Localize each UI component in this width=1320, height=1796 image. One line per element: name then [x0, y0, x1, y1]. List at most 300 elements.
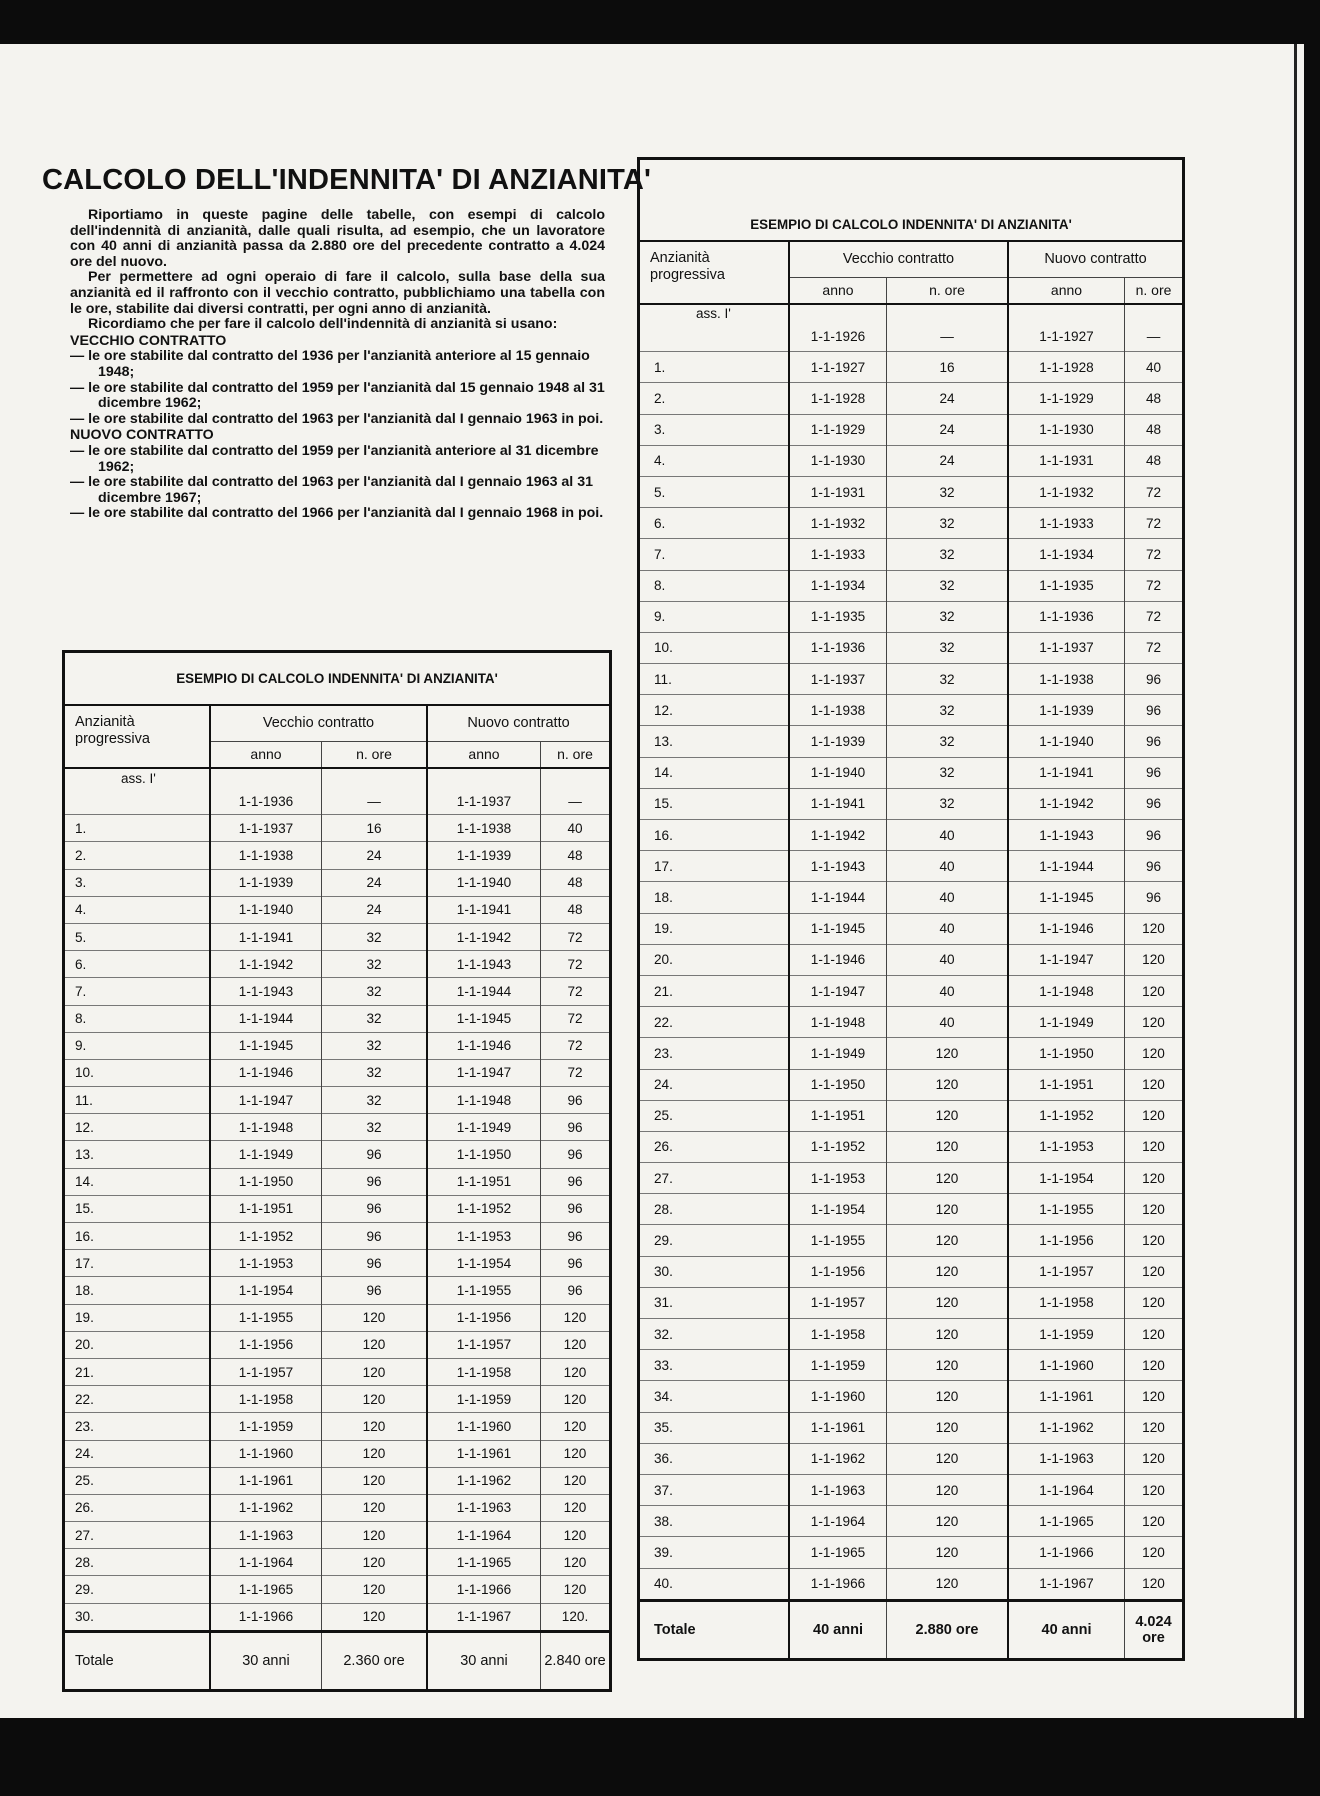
cell-new-hours: 120	[541, 1358, 611, 1385]
cell-old-year: 1-1-1957	[210, 1358, 322, 1385]
header-new-contract: Nuovo contratto	[467, 715, 570, 732]
total-new-hours: 4.024 ore	[1125, 1600, 1184, 1659]
cell-old-year: 1-1-1966	[210, 1603, 322, 1631]
cell-old-hours: 120	[887, 1381, 1009, 1412]
cell-old-year: 1-1-1964	[789, 1506, 887, 1537]
cell-anzianita: 11.	[64, 1087, 211, 1114]
cell-old-hours: 120	[887, 1163, 1009, 1194]
scan-border-right	[1304, 44, 1320, 1718]
cell-new-hours: 120	[541, 1494, 611, 1521]
cell-anzianita: 22.	[64, 1386, 211, 1413]
cell-new-hours: 72	[541, 923, 611, 950]
cell-anzianita: 27.	[64, 1522, 211, 1549]
cell-new-hours: 120	[541, 1331, 611, 1358]
cell-old-hours: 32	[887, 664, 1009, 695]
cell-new-year: 1-1-1935	[1008, 570, 1125, 601]
cell-new-hours: 72	[541, 951, 611, 978]
cell-old-hours: 32	[887, 788, 1009, 819]
table-row	[64, 1087, 611, 1114]
cell-new-hours: 120	[541, 1576, 611, 1603]
cell-old-year: 1-1-1949	[210, 1141, 322, 1168]
cell-old-year: 1-1-1951	[210, 1195, 322, 1222]
cell-anzianita: 19.	[64, 1304, 211, 1331]
cell-old-hours: 96	[322, 1223, 428, 1250]
cell-new-hours: 72	[1125, 570, 1184, 601]
cell-anzianita: 12.	[64, 1114, 211, 1141]
cell-anzianita: 23.	[64, 1413, 211, 1440]
cell-anzianita: 11.	[639, 664, 790, 695]
table-row-total	[64, 1631, 611, 1690]
cell-new-hours: 48	[1125, 383, 1184, 414]
cell-new-year: 1-1-1962	[1008, 1412, 1125, 1443]
table-row	[639, 1319, 1184, 1350]
cell-new-hours: 48	[541, 842, 611, 869]
cell-new-year: 1-1-1952	[427, 1195, 541, 1222]
cell-old-year: 1-1-1949	[789, 1038, 887, 1069]
cell-anzianita: 25.	[64, 1467, 211, 1494]
cell-old-hours: 120	[322, 1304, 428, 1331]
cell-old-year: 1-1-1957	[789, 1287, 887, 1318]
header-new-year: anno	[427, 741, 541, 768]
cell-anzianita: 8.	[639, 570, 790, 601]
cell-old-hours: 120	[887, 1319, 1009, 1350]
table-row	[639, 1256, 1184, 1287]
cell-new-hours: 96	[1125, 757, 1184, 788]
cell-old-year: 1-1-1935	[789, 601, 887, 632]
cell-old-year: 1-1-1945	[789, 913, 887, 944]
cell-new-year: 1-1-1941	[427, 896, 541, 923]
cell-new-year: 1-1-1959	[427, 1386, 541, 1413]
cell-new-hours: 72	[541, 1005, 611, 1032]
cell-new-hours: 96	[1125, 851, 1184, 882]
table-row	[639, 726, 1184, 757]
cell-new-year: 1-1-1952	[1008, 1100, 1125, 1131]
table-row	[639, 1069, 1184, 1100]
total-old-years: 30 anni	[210, 1631, 322, 1690]
table-row	[639, 414, 1184, 445]
cell-new-hours: 120	[1125, 944, 1184, 975]
cell-anzianita: 21.	[639, 975, 790, 1006]
cell-new-hours: 120	[1125, 1412, 1184, 1443]
intro-text	[70, 208, 605, 522]
cell-new-hours: 48	[1125, 445, 1184, 476]
cell-new-hours: 120	[1125, 1256, 1184, 1287]
cell-new-hours: 120	[1125, 1194, 1184, 1225]
cell-new-year: 1-1-1939	[427, 842, 541, 869]
cell-old-hours: 120	[887, 1131, 1009, 1162]
header-anzianita	[64, 705, 211, 768]
table-row-start	[639, 321, 1184, 352]
cell-old-hours: —	[322, 788, 428, 815]
cell-old-year: 1-1-1955	[210, 1304, 322, 1331]
cell-new-year: 1-1-1966	[1008, 1537, 1125, 1568]
cell-new-hours: 72	[1125, 632, 1184, 663]
cell-anzianita: 14.	[639, 757, 790, 788]
cell-old-year: 1-1-1952	[210, 1223, 322, 1250]
cell-old-hours: 24	[322, 842, 428, 869]
cell-anzianita: 13.	[639, 726, 790, 757]
total-new-years: 30 anni	[427, 1631, 541, 1690]
table-row	[64, 1358, 611, 1385]
cell-new-year: 1-1-1938	[427, 815, 541, 842]
cell-old-hours: 32	[322, 1005, 428, 1032]
cell-old-hours: 96	[322, 1250, 428, 1277]
cell-old-hours: 120	[322, 1386, 428, 1413]
cell-anzianita: 30.	[64, 1603, 211, 1631]
table-row	[639, 508, 1184, 539]
scan-border-top	[0, 0, 1320, 44]
cell-old-hours: 32	[322, 951, 428, 978]
cell-old-hours: 120	[887, 1194, 1009, 1225]
cell-old-hours: 40	[887, 851, 1009, 882]
cell-new-hours: 96	[1125, 664, 1184, 695]
cell-old-hours: 32	[887, 476, 1009, 507]
cell-new-year: 1-1-1954	[427, 1250, 541, 1277]
cell-new-year: 1-1-1932	[1008, 476, 1125, 507]
cell-old-year: 1-1-1936	[789, 632, 887, 663]
cell-anzianita: 7.	[639, 539, 790, 570]
cell-anzianita: 2.	[639, 383, 790, 414]
intro-paragraph: Riportiamo in queste pagine delle tabelle, con esempi di calcolo dell'indennità di anzianità, dalle quali risulta, ad esempio, che un lavoratore con 40 anni di anzianità passa da 2.880 ore del precedente contratto a 4.024 ore del nuovo.	[70, 207, 605, 270]
cell-anzianita: 17.	[64, 1250, 211, 1277]
table-row	[639, 632, 1184, 663]
cell-old-hours: 24	[322, 869, 428, 896]
cell-new-hours: 40	[541, 815, 611, 842]
cell-anzianita: 16.	[639, 820, 790, 851]
cell-old-year: 1-1-1938	[789, 695, 887, 726]
page-title: CALCOLO DELL'INDENNITA' DI ANZIANITA'	[42, 164, 652, 196]
cell-old-year: 1-1-1937	[210, 815, 322, 842]
cell-anzianita: 9.	[639, 601, 790, 632]
cell-old-year: 1-1-1956	[789, 1256, 887, 1287]
cell-old-hours: 40	[887, 913, 1009, 944]
cell-anzianita: 23.	[639, 1038, 790, 1069]
cell-new-year: 1-1-1945	[427, 1005, 541, 1032]
cell-new-year: 1-1-1946	[1008, 913, 1125, 944]
cell-old-hours: 120	[322, 1522, 428, 1549]
cell-new-year: 1-1-1956	[427, 1304, 541, 1331]
table-row	[639, 1131, 1184, 1162]
cell-new-year: 1-1-1943	[1008, 820, 1125, 851]
table-body	[64, 815, 611, 1632]
cell-new-hours: 120	[1125, 975, 1184, 1006]
cell-old-year: 1-1-1928	[789, 383, 887, 414]
table-row	[64, 1304, 611, 1331]
cell-anzianita: 34.	[639, 1381, 790, 1412]
cell-old-year: 1-1-1963	[789, 1474, 887, 1505]
cell-new-year: 1-1-1940	[1008, 726, 1125, 757]
cell-new-hours: 96	[541, 1223, 611, 1250]
cell-new-hours: 72	[1125, 601, 1184, 632]
cell-new-hours: 96	[1125, 695, 1184, 726]
cell-old-year: 1-1-1958	[789, 1319, 887, 1350]
cell-new-hours: 48	[541, 869, 611, 896]
cell-old-hours: 32	[322, 1059, 428, 1086]
cell-old-year: 1-1-1930	[789, 445, 887, 476]
cell-new-hours: 72	[1125, 508, 1184, 539]
cell-old-hours: 32	[887, 726, 1009, 757]
cell-old-hours: 96	[322, 1277, 428, 1304]
cell-anzianita: 38.	[639, 1506, 790, 1537]
cell-anzianita: 4.	[639, 445, 790, 476]
cell-new-year: 1-1-1964	[1008, 1474, 1125, 1505]
cell-new-year: 1-1-1948	[427, 1087, 541, 1114]
table-row	[64, 1223, 611, 1250]
table-row	[64, 869, 611, 896]
cell-old-hours: 120	[322, 1494, 428, 1521]
cell-old-year: 1-1-1960	[789, 1381, 887, 1412]
cell-new-year: 1-1-1961	[1008, 1381, 1125, 1412]
page-edge-line	[1294, 44, 1297, 1718]
cell-old-year: 1-1-1938	[210, 842, 322, 869]
header-new-year: anno	[1008, 277, 1125, 304]
cell-old-hours: 120	[887, 1537, 1009, 1568]
cell-anzianita: 30.	[639, 1256, 790, 1287]
cell-new-hours: 72	[1125, 539, 1184, 570]
cell-anzianita: 20.	[64, 1331, 211, 1358]
cell-old-hours: 120	[887, 1287, 1009, 1318]
cell-new-hours: 72	[1125, 476, 1184, 507]
cell-new-hours: 96	[541, 1141, 611, 1168]
cell-old-year: 1-1-1942	[210, 951, 322, 978]
header-anzianita-line1: Anzianità	[650, 250, 710, 266]
cell-anzianita: 18.	[64, 1277, 211, 1304]
cell-old-year: 1-1-1962	[210, 1494, 322, 1521]
table-row	[639, 820, 1184, 851]
cell-old-year: 1-1-1944	[789, 882, 887, 913]
table-row	[64, 923, 611, 950]
cell-anzianita: 3.	[64, 869, 211, 896]
table-row	[64, 1576, 611, 1603]
cell-anzianita: 21.	[64, 1358, 211, 1385]
cell-new-year: 1-1-1967	[427, 1603, 541, 1631]
cell-new-hours: 120	[1125, 1007, 1184, 1038]
cell-new-hours: 120	[541, 1440, 611, 1467]
cell-new-year: 1-1-1955	[427, 1277, 541, 1304]
table-row	[639, 1537, 1184, 1568]
old-contract-heading: VECCHIO CONTRATTO	[70, 332, 227, 349]
table-caption: ESEMPIO DI CALCOLO INDENNITA' DI ANZIANITA'	[64, 652, 611, 706]
cell-new-year: 1-1-1938	[1008, 664, 1125, 695]
cell-new-year: 1-1-1930	[1008, 414, 1125, 445]
total-old-hours: 2.360 ore	[322, 1631, 428, 1690]
table-row-start-label	[639, 304, 1184, 321]
cell-old-year: 1-1-1939	[210, 869, 322, 896]
cell-old-hours: 24	[887, 414, 1009, 445]
cell-old-year: 1-1-1927	[789, 352, 887, 383]
cell-old-hours: 120	[322, 1549, 428, 1576]
cell-anzianita: 10.	[64, 1059, 211, 1086]
cell-old-hours: 32	[322, 1032, 428, 1059]
cell-new-hours: 120	[1125, 1038, 1184, 1069]
cell-old-hours: 32	[887, 508, 1009, 539]
cell-new-hours: 120	[1125, 1069, 1184, 1100]
cell-anzianita: 37.	[639, 1474, 790, 1505]
cell-old-year: 1-1-1962	[789, 1443, 887, 1474]
cell-anzianita: 1.	[639, 352, 790, 383]
cell-new-year: 1-1-1957	[427, 1331, 541, 1358]
cell-anzianita: 3.	[639, 414, 790, 445]
cell-old-hours: 96	[322, 1168, 428, 1195]
table-row	[639, 539, 1184, 570]
cell-new-year: 1-1-1942	[427, 923, 541, 950]
intro-paragraph: Per permettere ad ogni operaio di fare il calcolo, sulla base della sua anzianità ed il raffronto con il vecchio contratto, pubblichiamo una tabella con le ore, stabilite dai diversi contratti, per ogni anno di anzianità.	[70, 269, 605, 317]
table-row	[64, 1494, 611, 1521]
table-row	[639, 1038, 1184, 1069]
cell-old-hours: 32	[887, 570, 1009, 601]
cell-old-year: 1-1-1936	[210, 788, 322, 815]
table-caption: ESEMPIO DI CALCOLO INDENNITA' DI ANZIANITA'	[639, 159, 1184, 242]
table-row	[64, 1059, 611, 1086]
cell-old-year: 1-1-1937	[789, 664, 887, 695]
cell-new-hours: 96	[1125, 788, 1184, 819]
cell-new-year: 1-1-1963	[427, 1494, 541, 1521]
cell-old-hours: 120	[887, 1100, 1009, 1131]
new-contract-item: — le ore stabilite dal contratto del 1959 per l'anzianità anteriore al 31 dicembre 1962;	[70, 442, 599, 475]
table-row	[639, 1007, 1184, 1038]
cell-old-year: 1-1-1947	[789, 975, 887, 1006]
cell-new-hours: 120	[1125, 1100, 1184, 1131]
cell-old-year: 1-1-1931	[789, 476, 887, 507]
cell-old-hours: 120	[887, 1506, 1009, 1537]
cell-anzianita: 2.	[64, 842, 211, 869]
cell-new-year: 1-1-1947	[427, 1059, 541, 1086]
cell-old-year: 1-1-1966	[789, 1568, 887, 1600]
cell-old-hours: 32	[322, 1087, 428, 1114]
cell-anzianita: 12.	[639, 695, 790, 726]
cell-new-year: 1-1-1931	[1008, 445, 1125, 476]
cell-anzianita: 40.	[639, 1568, 790, 1600]
cell-old-year: 1-1-1964	[210, 1549, 322, 1576]
cell-old-year: 1-1-1965	[210, 1576, 322, 1603]
cell-anzianita: 16.	[64, 1223, 211, 1250]
header-anzianita-line2: progressiva	[650, 267, 725, 283]
table-row	[639, 1568, 1184, 1600]
cell-new-year: 1-1-1967	[1008, 1568, 1125, 1600]
cell-new-year: 1-1-1953	[427, 1223, 541, 1250]
cell-old-hours: 120	[322, 1358, 428, 1385]
header-new-hours: n. ore	[541, 741, 611, 768]
cell-new-year: 1-1-1940	[427, 869, 541, 896]
cell-new-hours: 120	[1125, 913, 1184, 944]
cell-new-hours: 96	[541, 1087, 611, 1114]
table-30-years	[62, 650, 612, 1692]
cell-old-hours: 120	[887, 1443, 1009, 1474]
cell-old-hours: 32	[887, 695, 1009, 726]
total-old-hours: 2.880 ore	[887, 1600, 1009, 1659]
total-new-years: 40 anni	[1008, 1600, 1125, 1659]
table-row	[639, 975, 1184, 1006]
cell-new-year: 1-1-1928	[1008, 352, 1125, 383]
cell-new-hours: 120	[1125, 1163, 1184, 1194]
cell-old-year: 1-1-1950	[210, 1168, 322, 1195]
cell-anzianita: 31.	[639, 1287, 790, 1318]
cell-new-hours: 120	[541, 1386, 611, 1413]
cell-old-hours: 16	[887, 352, 1009, 383]
cell-new-hours: 120	[541, 1522, 611, 1549]
cell-new-year: 1-1-1951	[427, 1168, 541, 1195]
table-row	[64, 1413, 611, 1440]
cell-old-year: 1-1-1958	[210, 1386, 322, 1413]
cell-new-hours: 120	[541, 1549, 611, 1576]
table-row	[64, 1603, 611, 1631]
cell-new-hours: 40	[1125, 352, 1184, 383]
table-row	[64, 1168, 611, 1195]
cell-new-hours: 120	[1125, 1537, 1184, 1568]
table-row	[639, 601, 1184, 632]
cell-old-year: 1-1-1941	[210, 923, 322, 950]
cell-anzianita: 6.	[64, 951, 211, 978]
cell-old-year: 1-1-1926	[789, 321, 887, 352]
cell-anzianita: 15.	[639, 788, 790, 819]
cell-new-year: 1-1-1965	[1008, 1506, 1125, 1537]
cell-new-year: 1-1-1956	[1008, 1225, 1125, 1256]
header-anzianita-line2: progressiva	[75, 731, 150, 747]
cell-new-hours: 96	[541, 1277, 611, 1304]
cell-new-year: 1-1-1953	[1008, 1131, 1125, 1162]
cell-anzianita: 26.	[64, 1494, 211, 1521]
ass-label: ass. I'	[639, 304, 790, 321]
cell-old-year: 1-1-1946	[210, 1059, 322, 1086]
cell-new-hours: 72	[541, 1059, 611, 1086]
table-row-total	[639, 1600, 1184, 1659]
table-row	[64, 951, 611, 978]
cell-new-year: 1-1-1933	[1008, 508, 1125, 539]
cell-new-hours: 120	[1125, 1474, 1184, 1505]
table-row	[64, 1522, 611, 1549]
cell-old-year: 1-1-1947	[210, 1087, 322, 1114]
cell-old-year: 1-1-1956	[210, 1331, 322, 1358]
cell-anzianita: 22.	[639, 1007, 790, 1038]
table-row	[64, 1467, 611, 1494]
table-row	[64, 1277, 611, 1304]
cell-new-hours: 120	[541, 1467, 611, 1494]
table-row	[64, 1141, 611, 1168]
table-row	[639, 1194, 1184, 1225]
table-row-start	[64, 788, 611, 815]
cell-new-hours: 96	[541, 1195, 611, 1222]
header-new-hours: n. ore	[1125, 277, 1184, 304]
cell-old-hours: —	[887, 321, 1009, 352]
cell-old-hours: 40	[887, 975, 1009, 1006]
intro-paragraph: Ricordiamo che per fare il calcolo dell'indennità di anzianità si usano:	[88, 316, 558, 333]
cell-new-year: 1-1-1929	[1008, 383, 1125, 414]
table-body	[639, 352, 1184, 1601]
cell-new-hours: 120	[1125, 1381, 1184, 1412]
cell-new-hours: 120	[541, 1304, 611, 1331]
cell-new-year: 1-1-1948	[1008, 975, 1125, 1006]
cell-old-hours: 120	[887, 1474, 1009, 1505]
new-contract-item: — le ore stabilite dal contratto del 1966 per l'anzianità dal I gennaio 1968 in poi.	[70, 505, 604, 522]
table-40-years	[637, 157, 1185, 1661]
old-contract-item: — le ore stabilite dal contratto del 1959 per l'anzianità dal 15 gennaio 1948 al 31 dicembre 1962;	[70, 379, 605, 412]
ass-label: ass. I'	[64, 768, 211, 788]
cell-anzianita: 13.	[64, 1141, 211, 1168]
cell-new-year: 1-1-1959	[1008, 1319, 1125, 1350]
table-row	[639, 570, 1184, 601]
header-anzianita-line1: Anzianità	[75, 714, 135, 730]
cell-old-year: 1-1-1963	[210, 1522, 322, 1549]
cell-anzianita: 39.	[639, 1537, 790, 1568]
cell-old-hours: 24	[322, 896, 428, 923]
cell-anzianita: 1.	[64, 815, 211, 842]
cell-old-hours: 120	[322, 1413, 428, 1440]
table-row	[64, 1440, 611, 1467]
cell-old-year: 1-1-1934	[789, 570, 887, 601]
cell-anzianita: 4.	[64, 896, 211, 923]
cell-old-year: 1-1-1959	[789, 1350, 887, 1381]
cell-old-year: 1-1-1950	[789, 1069, 887, 1100]
